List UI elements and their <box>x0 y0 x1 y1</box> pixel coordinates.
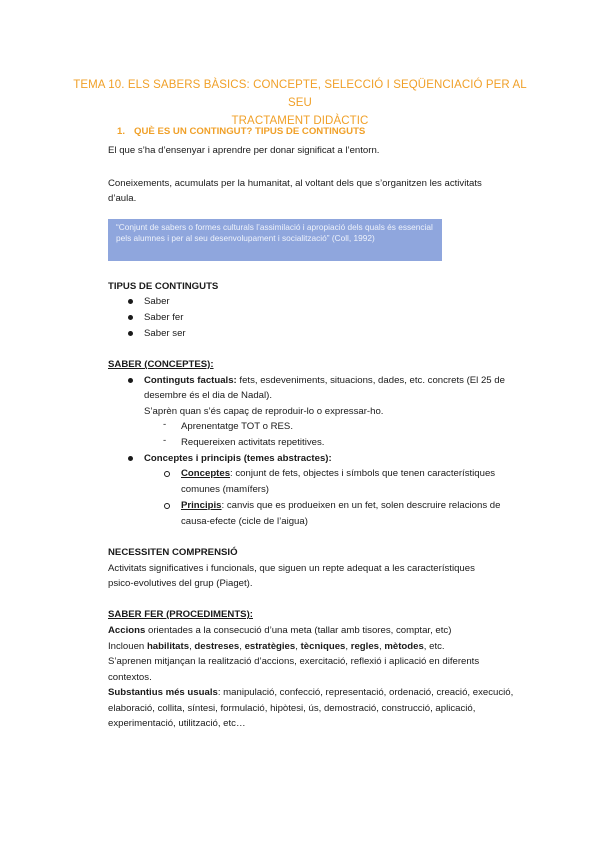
factuals-label: Continguts factuals: <box>144 375 237 386</box>
title-line-1: TEMA 10. ELS SABERS BÀSICS: CONCEPTE, SELECCIÓ I SEQÜENCIACIÓ PER AL SEU <box>73 79 527 109</box>
factuals-line-1 <box>144 373 505 389</box>
knowledge-paragraph-line-2: d’aula. <box>108 193 137 204</box>
principis-heading: Conceptes i principis (temes abstractes): <box>144 453 332 464</box>
definition-paragraph: El que s’ha d’ensenyar i aprendre per donar significat a l’entorn. <box>108 145 380 156</box>
substantius-line-2: elaboració, collita, síntesi, formulació, hipòtesi, ús, demostració, construcció, aplicació, <box>108 703 476 714</box>
conceptes-line-2: comunes (mamífers) <box>181 484 269 495</box>
factuals-line-3: S’aprèn quan s’és capaç de reproduir-lo o expressar-ho. <box>144 406 384 417</box>
saberfer-heading: SABER FER (PROCEDIMENTS): <box>108 609 253 620</box>
accions-line <box>108 623 451 639</box>
tipus-item-saber: Saber <box>144 296 170 307</box>
bullet-dot <box>128 331 133 336</box>
inclouen-comma: , <box>189 641 195 652</box>
principis-line-1 <box>181 498 500 514</box>
factuals-text: fets, esdeveniments, situacions, dades, etc. concrets (El 25 de <box>236 375 505 386</box>
substantius-label: Substantius més usuals <box>108 687 218 698</box>
accions-label: Accions <box>108 625 146 636</box>
bullet-dot <box>128 299 133 304</box>
circle-bullet <box>164 471 170 477</box>
conceptes-label: Conceptes <box>181 468 231 479</box>
inclouen-prefix: Inclouen <box>108 641 147 652</box>
bullet-dot <box>128 315 133 320</box>
dash-item-2: Requereixen activitats repetitives. <box>181 437 325 448</box>
aprenen-line-1: S’aprenen mitjançan la realització d’accions, exercitació, reflexió i aplicació en diferents <box>108 656 480 667</box>
habilitats-term: habilitats <box>146 641 190 652</box>
tecniques-term: tècniques <box>300 641 346 652</box>
inclouen-comma: , <box>379 641 385 652</box>
tipus-item-saber-fer: Saber fer <box>144 312 184 323</box>
tipus-heading: TIPUS DE CONTINGUTS <box>108 281 219 292</box>
document-title <box>60 76 540 130</box>
circle-bullet <box>164 503 170 509</box>
substantius-text: : manipulació, confecció, representació, ordenació, creació, execució, <box>217 687 514 698</box>
principis-line-2: causa-efecte (cicle de l’aigua) <box>181 516 308 527</box>
dash-marker: - <box>163 435 167 446</box>
accions-text: orientades a la consecució d’una meta (tallar amb tisores, comptar, etc) <box>145 625 452 636</box>
principis-label: Principis <box>181 500 222 511</box>
estrategies-term: estratègies <box>244 641 296 652</box>
comprensio-line-1: Activitats significatives i funcionals, que siguen un repte adequat a les característiques <box>108 563 475 574</box>
metodes-term: mètodes <box>384 641 424 652</box>
substantius-line-1 <box>108 685 513 701</box>
quote-box: “Conjunt de sabers o formes culturals l’assimilació i apropiació dels quals és essencial pels alumnes i per al seu desenvolupament i socialització” (Coll, 1992) <box>108 219 442 261</box>
comprensio-heading: NECESSITEN COMPRENSIÓ <box>108 547 238 558</box>
inclouen-line <box>108 639 445 655</box>
inclouen-etc: , etc. <box>423 641 445 652</box>
comprensio-line-2: psico-evolutives del grup (Piaget). <box>108 578 253 589</box>
bullet-dot <box>128 378 133 383</box>
substantius-line-3: experimentació, utilització, etc… <box>108 718 246 729</box>
inclouen-comma: , <box>239 641 245 652</box>
conceptes-line-1 <box>181 466 495 482</box>
section-heading: QUÈ ES UN CONTINGUT? TIPUS DE CONTINGUTS <box>134 126 366 137</box>
title-line-2: TRACTAMENT DIDÀCTIC <box>231 115 369 127</box>
inclouen-comma: , <box>295 641 301 652</box>
bullet-dot <box>128 456 133 461</box>
dash-marker: - <box>163 419 167 430</box>
saber-heading: SABER (CONCEPTES): <box>108 359 214 370</box>
regles-term: regles <box>350 641 379 652</box>
inclouen-comma: , <box>345 641 351 652</box>
factuals-line-2: desembre és el dia de Nadal). <box>144 390 272 401</box>
section-number: 1. <box>117 126 126 137</box>
knowledge-paragraph-line-1: Coneixements, acumulats per la humanitat, al voltant dels que s’organitzen les activitats <box>108 178 482 189</box>
destreses-term: destreses <box>194 641 240 652</box>
dash-item-1: Aprenentatge TOT o RES. <box>181 421 293 432</box>
conceptes-text: : conjunt de fets, objectes i símbols que tenen característiques <box>230 468 496 479</box>
aprenen-line-2: contextos. <box>108 672 152 683</box>
principis-text: : canvis que es produeixen en un fet, solen descruire relacions de <box>221 500 501 511</box>
tipus-item-saber-ser: Saber ser <box>144 328 186 339</box>
